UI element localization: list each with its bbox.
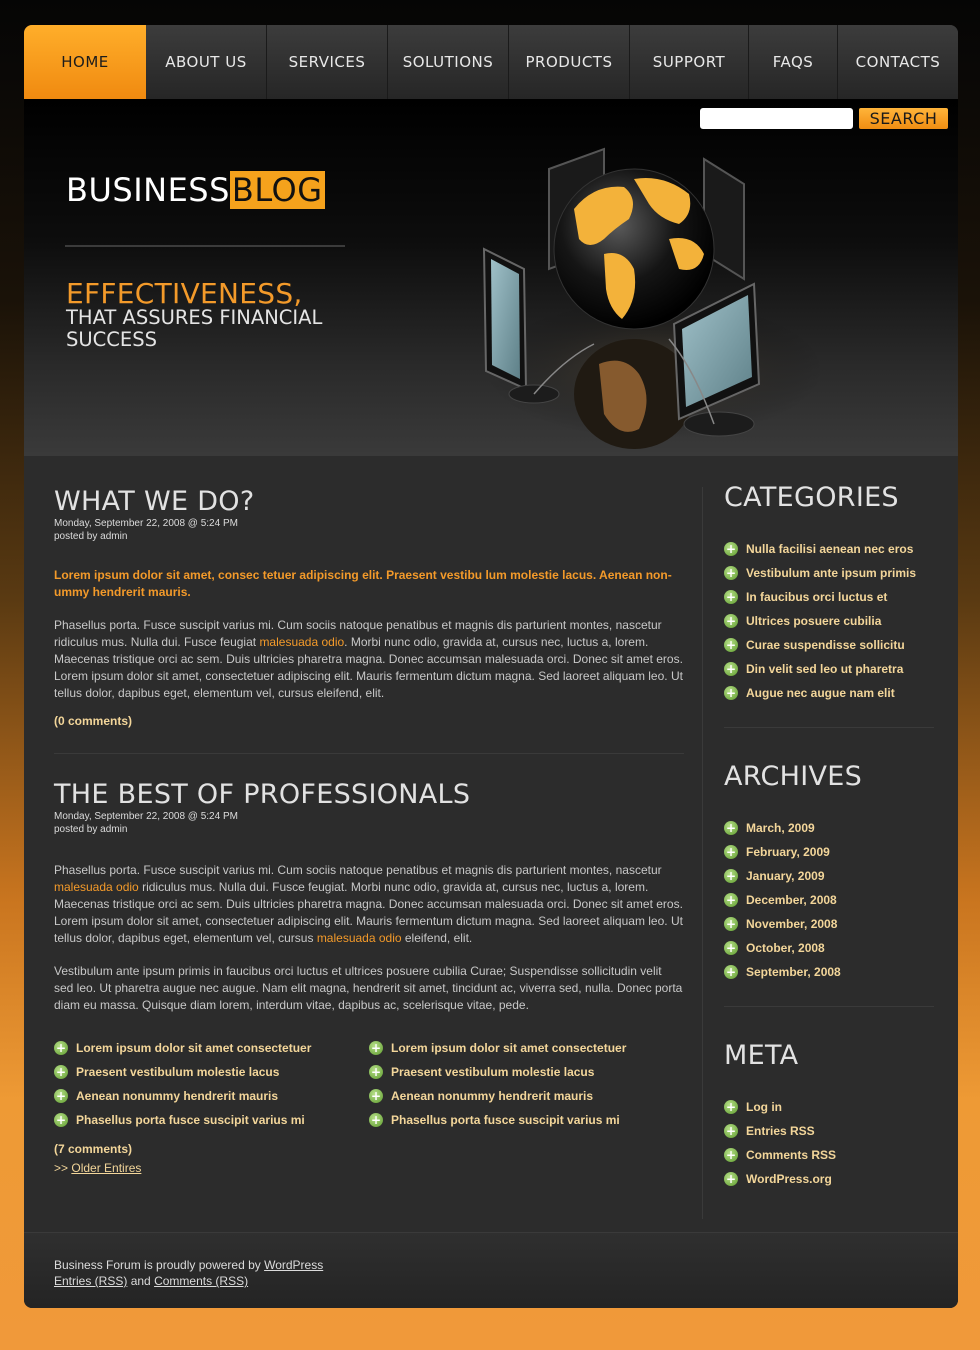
- post-date: Monday, September 22, 2008 @ 5:24 PM: [54, 518, 238, 529]
- plus-icon: +: [725, 1124, 737, 1138]
- inline-link[interactable]: malesuada odio: [259, 635, 345, 649]
- list-item[interactable]: [54, 1036, 369, 1060]
- inline-link[interactable]: malesuada odio: [54, 880, 139, 894]
- categories-list: [724, 537, 934, 705]
- globe-network-illustration: [464, 139, 834, 456]
- feature-list-right: [369, 1036, 684, 1132]
- search-button[interactable]: SEARCH: [859, 108, 948, 129]
- comments-link[interactable]: (0 comments): [54, 714, 133, 728]
- archive-label: March, 2009: [746, 821, 815, 835]
- category-item[interactable]: [724, 585, 934, 609]
- category-label: Augue nec augue nam elit: [746, 686, 895, 700]
- search-input[interactable]: [700, 108, 853, 129]
- nav-faqs[interactable]: FAQS: [749, 25, 838, 99]
- hero-headline: EFFECTIVENESS,: [66, 277, 303, 310]
- list-item[interactable]: [54, 1060, 369, 1084]
- comments-rss-link[interactable]: Comments (RSS): [154, 1274, 249, 1288]
- meta-label: Log in: [746, 1100, 782, 1114]
- post-text: Phasellus porta. Fusce suscipit varius mi. Cum sociis natoque penatibus et magnis dis parturient montes, nascetur ridiculus mus. Nulla dui. Fusce feugiat: [54, 618, 662, 649]
- logo-text-blog: BLOG: [231, 171, 323, 209]
- archive-label: October, 2008: [746, 941, 825, 955]
- category-item[interactable]: [724, 561, 934, 585]
- sidebar: [724, 481, 934, 1191]
- feature-list-left: [54, 1036, 369, 1132]
- list-item[interactable]: [369, 1060, 684, 1084]
- post-what-we-do: [54, 487, 684, 728]
- archive-item[interactable]: [724, 864, 934, 888]
- nav-solutions[interactable]: SOLUTIONS: [388, 25, 509, 99]
- list-item-label: Phasellus porta fusce suscipit varius mi: [76, 1113, 305, 1127]
- category-item[interactable]: [724, 537, 934, 561]
- category-label: In faucibus orci luctus et: [746, 590, 888, 604]
- list-item-label: Aenean nonummy hendrerit mauris: [76, 1089, 279, 1103]
- archive-label: September, 2008: [746, 965, 841, 979]
- category-label: Nulla facilisi aenean nec eros: [746, 542, 914, 556]
- post-author: posted by admin: [54, 531, 128, 542]
- archive-item[interactable]: [724, 960, 934, 984]
- archives-list: [724, 816, 934, 984]
- post-body: [54, 862, 684, 947]
- list-item-label: Lorem ipsum dolor sit amet consectetuer: [391, 1041, 627, 1055]
- meta-label: Comments RSS: [746, 1148, 837, 1162]
- footer-line-2: [54, 1273, 323, 1289]
- logo-text-business: BUSINESS: [66, 171, 230, 209]
- plus-icon: +: [725, 638, 737, 652]
- meta-label: WordPress.org: [746, 1172, 832, 1186]
- site-logo[interactable]: [66, 171, 325, 209]
- archive-label: December, 2008: [746, 893, 837, 907]
- plus-icon: +: [55, 1065, 67, 1079]
- list-item[interactable]: [369, 1036, 684, 1060]
- post-text: Phasellus porta. Fusce suscipit varius mi. Cum sociis natoque penatibus et magnis dis parturient montes, nascetur: [54, 863, 662, 877]
- plus-icon: +: [725, 590, 737, 604]
- plus-icon: +: [725, 1172, 737, 1186]
- post-body-2: Vestibulum ante ipsum primis in faucibus orci luctus et ultrices posuere cubilia Curae; Suspendisse sollicitudin velit sed leo. Ut pharetra augue nec augue. Nam elit magna, hendrerit sit amet, tincidunt ac, viverra sed, nulla. Donec porta diam eu massa. Quisque diam lorem, interdum vitae, dapibus ac, scelerisque vitae, pede.: [54, 964, 683, 1012]
- footer-powered-text: Business Forum is proudly powered by: [54, 1258, 265, 1272]
- older-prefix: >>: [54, 1161, 72, 1175]
- plus-icon: +: [725, 1100, 737, 1114]
- archive-item[interactable]: [724, 888, 934, 912]
- plus-icon: +: [55, 1089, 67, 1103]
- plus-icon: +: [55, 1041, 67, 1055]
- archive-label: February, 2009: [746, 845, 830, 859]
- plus-icon: +: [725, 941, 737, 955]
- plus-icon: +: [370, 1089, 382, 1103]
- category-item[interactable]: [724, 609, 934, 633]
- category-label: Vestibulum ante ipsum primis: [746, 566, 917, 580]
- plus-icon: +: [725, 965, 737, 979]
- nav-support[interactable]: SUPPORT: [630, 25, 749, 99]
- meta-item-login[interactable]: [724, 1095, 934, 1119]
- category-label: Ultrices posuere cubilia: [746, 614, 882, 628]
- archive-label: January, 2009: [746, 869, 825, 883]
- list-item-label: Lorem ipsum dolor sit amet consectetuer: [76, 1041, 312, 1055]
- plus-icon: +: [55, 1113, 67, 1127]
- list-item-label: Praesent vestibulum molestie lacus: [76, 1065, 280, 1079]
- plus-icon: +: [725, 1148, 737, 1162]
- post-best-of-professionals: [54, 780, 684, 1175]
- archive-label: November, 2008: [746, 917, 838, 931]
- post-lead: Lorem ipsum dolor sit amet, consec tetuer adipiscing elit. Praesent vestibu lum molestie lacus. Aenean non-ummy hendrerit mauris.: [54, 568, 672, 599]
- post-title[interactable]: WHAT WE DO?: [54, 486, 255, 517]
- nav-about-us[interactable]: ABOUT US: [146, 25, 267, 99]
- meta-heading: META: [724, 1040, 799, 1071]
- archive-item[interactable]: [724, 936, 934, 960]
- meta-item-entries-rss[interactable]: [724, 1119, 934, 1143]
- hero-header: [24, 99, 958, 456]
- plus-icon: +: [725, 542, 737, 556]
- meta-item-wordpress[interactable]: [724, 1167, 934, 1191]
- plus-icon: +: [725, 686, 737, 700]
- post-body: [54, 617, 684, 702]
- main-nav: [24, 25, 958, 99]
- plus-icon: +: [725, 893, 737, 907]
- plus-icon: +: [370, 1065, 382, 1079]
- plus-icon: +: [725, 566, 737, 580]
- logo-divider: [65, 245, 345, 247]
- plus-icon: +: [370, 1041, 382, 1055]
- list-item[interactable]: [369, 1084, 684, 1108]
- post-title[interactable]: THE BEST OF PROFESSIONALS: [54, 779, 471, 810]
- category-label: Din velit sed leo ut pharetra: [746, 662, 904, 676]
- entries-rss-link[interactable]: Entries (RSS): [54, 1274, 128, 1288]
- archive-item[interactable]: [724, 840, 934, 864]
- footer-line-1: [54, 1257, 323, 1273]
- page-container: [24, 25, 958, 1308]
- list-item-label: Praesent vestibulum molestie lacus: [391, 1065, 595, 1079]
- footer-text: [54, 1257, 323, 1289]
- plus-icon: +: [725, 614, 737, 628]
- list-item[interactable]: [369, 1108, 684, 1132]
- plus-icon: +: [725, 869, 737, 883]
- category-item[interactable]: [724, 633, 934, 657]
- inline-link[interactable]: malesuada odio: [316, 931, 402, 945]
- plus-icon: +: [725, 845, 737, 859]
- plus-icon: +: [370, 1113, 382, 1127]
- post-author: posted by admin: [54, 824, 128, 835]
- plus-icon: +: [725, 662, 737, 676]
- list-item[interactable]: [54, 1108, 369, 1132]
- nav-services[interactable]: SERVICES: [267, 25, 388, 99]
- footer-and-text: and: [127, 1274, 155, 1288]
- list-item[interactable]: [54, 1084, 369, 1108]
- nav-products[interactable]: PRODUCTS: [509, 25, 630, 99]
- post-text: eleifend, elit.: [401, 931, 473, 945]
- post-date: Monday, September 22, 2008 @ 5:24 PM: [54, 811, 238, 822]
- older-entries-link[interactable]: Older Entires: [71, 1161, 142, 1175]
- plus-icon: +: [725, 917, 737, 931]
- categories-heading: CATEGORIES: [724, 482, 899, 513]
- sidebar-divider: [724, 727, 934, 728]
- sidebar-separator: [702, 487, 703, 1219]
- sidebar-divider: [724, 1006, 934, 1007]
- post-text: ridiculus mus. Nulla dui. Fusce feugiat. Morbi nunc odio, gravida at, cursus nec, luctus a, lorem. Maecenas tristique orci ac sem. Duis ultricies pharetra magna. Donec accumsan malesuada orci. Donec sit amet eros. Lorem ipsum dolor sit amet, consectetuer adipiscing elit. Mauris fermentum dictum magna. Sed laoreet aliquam leo. Ut tellus dolor, dapibus eget, elementum vel, cursus: [54, 880, 683, 945]
- post-divider: [54, 753, 684, 754]
- archive-item[interactable]: [724, 912, 934, 936]
- plus-icon: +: [725, 821, 737, 835]
- category-item[interactable]: [724, 657, 934, 681]
- category-label: Curae suspendisse sollicitu: [746, 638, 905, 652]
- comments-link[interactable]: (7 comments): [54, 1142, 133, 1156]
- archives-heading: ARCHIVES: [724, 761, 863, 792]
- wordpress-link[interactable]: WordPress: [264, 1258, 324, 1272]
- main-content: [54, 487, 684, 1175]
- meta-item-comments-rss[interactable]: [724, 1143, 934, 1167]
- footer: [24, 1232, 958, 1308]
- meta-list: [724, 1095, 934, 1191]
- feature-list: [54, 1036, 684, 1132]
- category-item[interactable]: [724, 681, 934, 705]
- meta-label: Entries RSS: [746, 1124, 815, 1138]
- nav-home[interactable]: HOME: [24, 25, 146, 99]
- post-text: . Morbi nunc odio, gravida at, cursus nec, luctus a, lorem. Maecenas tristique orci ac sem. Duis ultricies pharetra magna. Donec accumsan malesuada orci. Donec sit amet eros. Lorem ipsum dolor sit amet, consectetuer adipiscing elit. Mauris fermentum dictum magna. Sed laoreet aliquam leo. Ut tellus dolor, dapibus eget, elementum vel, cursus eleifend, elit.: [54, 635, 683, 700]
- list-item-label: Aenean nonummy hendrerit mauris: [391, 1089, 594, 1103]
- nav-contacts[interactable]: CONTACTS: [855, 53, 941, 71]
- list-item-label: Phasellus porta fusce suscipit varius mi: [391, 1113, 620, 1127]
- older-entries: [54, 1161, 684, 1175]
- hero-subline: THAT ASSURES FINANCIAL SUCCESS: [66, 306, 323, 351]
- archive-item[interactable]: [724, 816, 934, 840]
